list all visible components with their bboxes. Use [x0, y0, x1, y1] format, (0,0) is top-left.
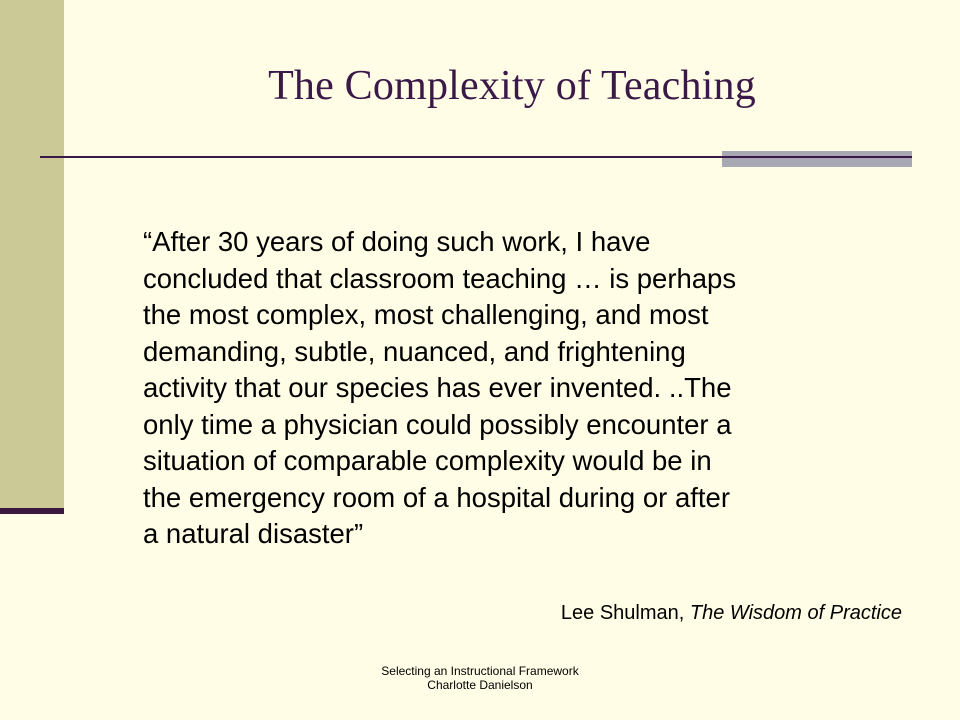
slide-footer: [280, 664, 680, 692]
title-divider-accent: [722, 151, 912, 167]
attribution-author: Lee Shulman,: [560, 602, 690, 624]
footer-line-1: Selecting an Instructional Framework: [381, 664, 579, 678]
quote-text: “After 30 years of doing such work, I have concluded that classroom teaching … is perhaps the most complex, most challenging, and most demanding, subtle, nuanced, and frightening activity that our species has ever invented. ..The only time a physician could possibly encounter a situation of comparable complexity would be in the emergency room of a hospital during or after a natural disaster”: [143, 226, 737, 549]
title-divider-accent-line: [722, 156, 912, 158]
slide-title: The Complexity of Teaching: [268, 63, 756, 109]
left-accent-bar-base: [0, 508, 64, 514]
attribution-book-title: The Wisdom of Practice: [689, 602, 902, 624]
left-accent-bar: [0, 0, 64, 512]
footer-line-2: Charlotte Danielson: [427, 678, 533, 692]
quote-attribution: [561, 602, 902, 625]
